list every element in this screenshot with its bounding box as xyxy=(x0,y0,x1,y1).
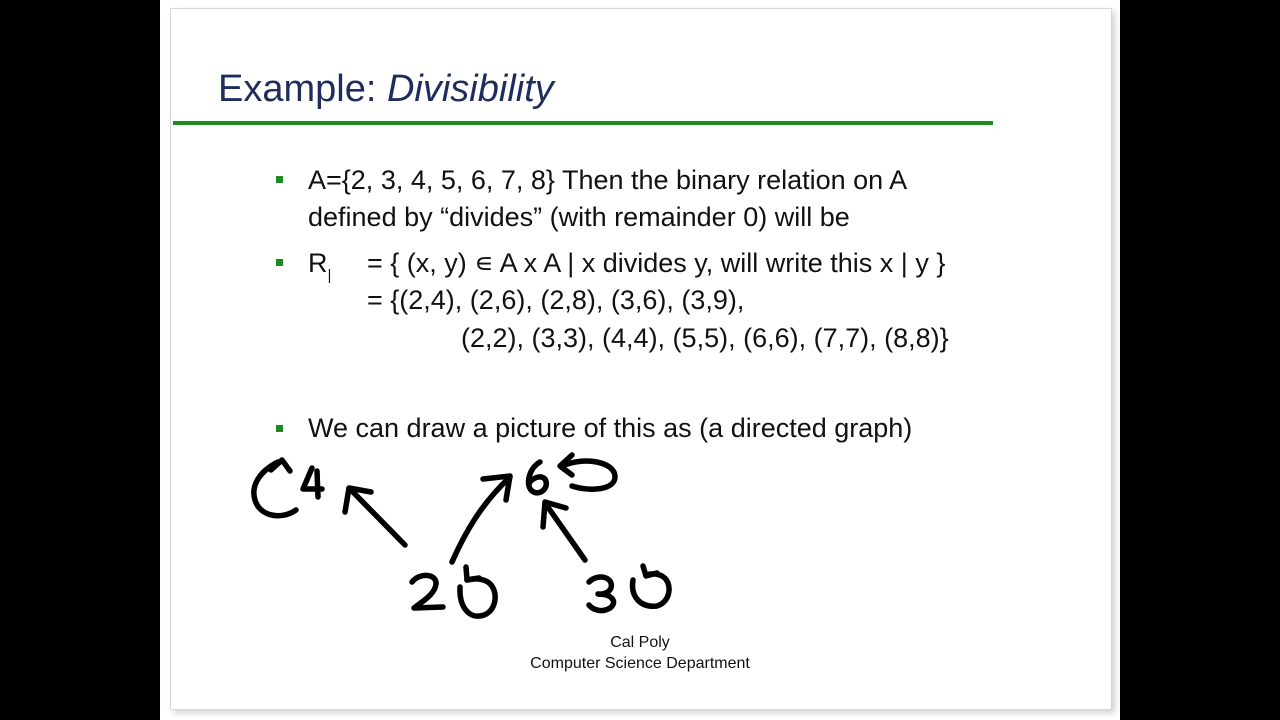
relation-definition: = { (x, y) ∊ A x A | x divides y, will write this x | y } xyxy=(367,248,946,278)
node-4-digit xyxy=(303,468,322,497)
bullet-1-line-1: A={2, 3, 4, 5, 6, 7, 8} Then the binary relation on A xyxy=(308,165,908,195)
node-2-digit xyxy=(412,575,443,608)
relation-subscript: | xyxy=(327,267,332,284)
node-2-self-loop xyxy=(460,567,495,616)
node-6-digit xyxy=(529,462,547,493)
node-6-self-loop xyxy=(560,455,615,489)
slide-title: Example: Divisibility xyxy=(218,68,554,110)
bullet-3-line-1: We can draw a picture of this as (a directed graph) xyxy=(308,413,913,443)
bullet-1-line-2: defined by “divides” (with remainder 0) will be xyxy=(308,202,850,232)
relation-pairs-line-2: (2,2), (3,3), (4,4), (5,5), (6,6), (7,7), (8,8)} xyxy=(461,323,949,353)
footer-department: Computer Science Department xyxy=(530,655,750,672)
title-emphasis: Divisibility xyxy=(386,68,554,110)
footer-institution: Cal Poly xyxy=(610,634,670,651)
edge-2-to-4 xyxy=(345,488,405,545)
edge-2-to-6 xyxy=(452,476,510,562)
node-4-self-loop xyxy=(254,460,296,516)
node-3-digit xyxy=(589,577,614,611)
node-3-self-loop xyxy=(633,566,670,606)
edge-3-to-6 xyxy=(543,502,585,560)
relation-pairs-line-1: = {(2,4), (2,6), (2,8), (3,6), (3,9), xyxy=(367,285,745,315)
relation-symbol: $R_|$ xyxy=(308,248,332,284)
